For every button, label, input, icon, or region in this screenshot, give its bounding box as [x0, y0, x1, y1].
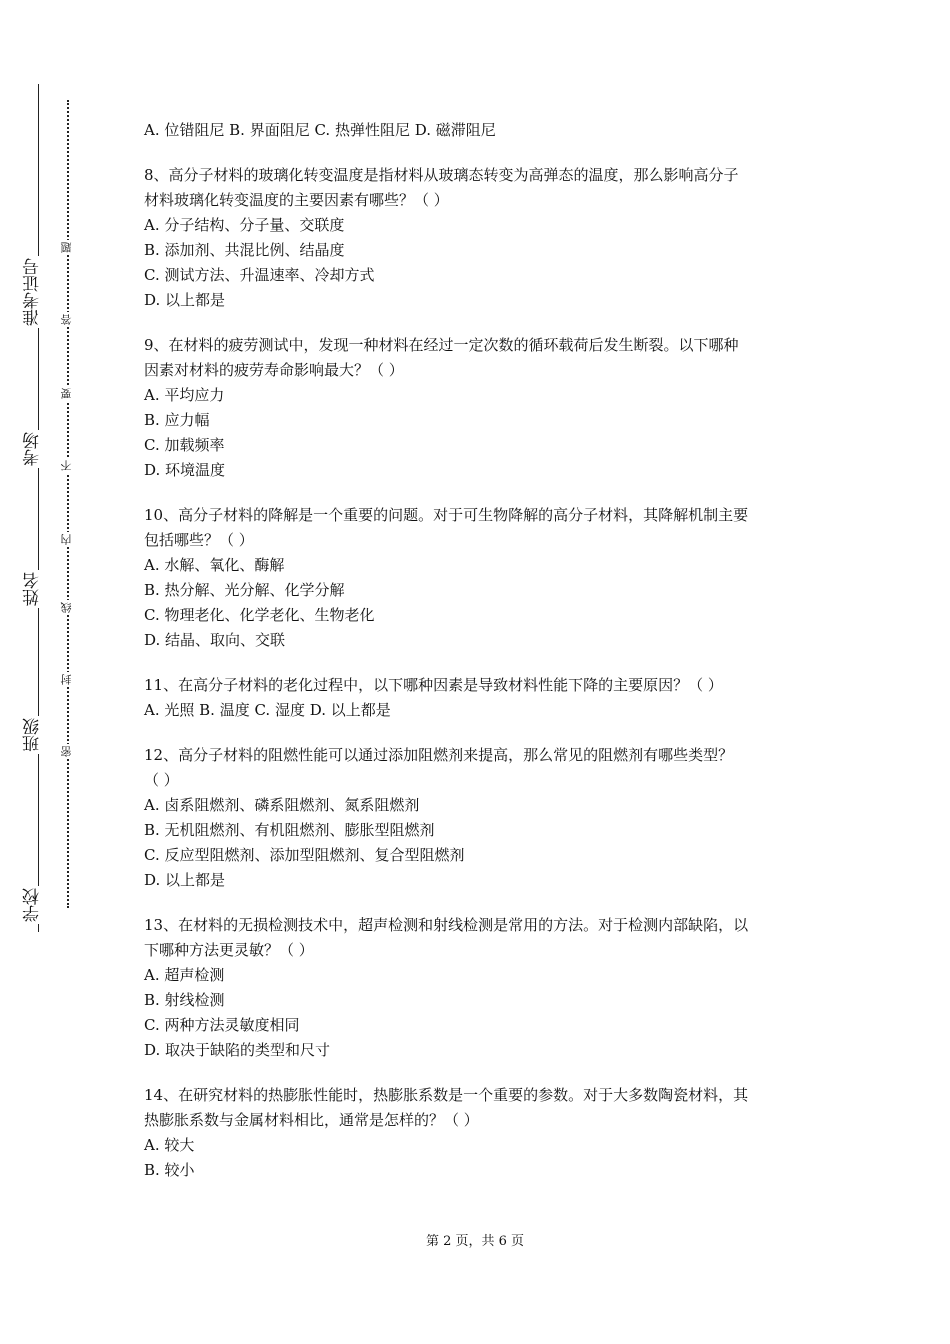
question-stem: 11、在高分子材料的老化过程中，以下哪种因素是导致材料性能下降的主要原因？（ ） [144, 676, 723, 694]
seal-char: 密 [60, 746, 73, 757]
option: A. 分子结构、分子量、交联度 [144, 216, 345, 234]
exam-content [144, 118, 808, 1203]
question-9 [144, 333, 808, 483]
question-stem: 14、在研究材料的热膨胀性能时，热膨胀系数是一个重要的参数。对于大多数陶瓷材料，其 [144, 1086, 749, 1104]
options-line: A. 位错阻尼 B. 界面阻尼 C. 热弹性阻尼 D. 磁滞阻尼 [144, 121, 496, 139]
option: A. 光照 B. 温度 C. 湿度 D. 以上都是 [144, 701, 391, 719]
question-11 [144, 673, 808, 723]
question-stem: 8、高分子材料的玻璃化转变温度是指材料从玻璃态转变为高弹态的温度，那么影响高分子 [144, 166, 739, 184]
label-school: 学校 [23, 888, 43, 922]
label-exam-room: 考场 [23, 432, 43, 466]
option: C. 测试方法、升温速率、冷却方式 [144, 266, 375, 284]
option: C. 物理老化、化学老化、生物老化 [144, 606, 375, 624]
label-exam-number: 准考证号 [23, 258, 43, 326]
question-stem: 热膨胀系数与金属材料相比，通常是怎样的？（ ） [144, 1111, 479, 1129]
question-7-options [144, 118, 808, 143]
question-stem: 因素对材料的疲劳寿命影响最大？（ ） [144, 361, 404, 379]
option: D. 结晶、取向、交联 [144, 631, 286, 649]
question-stem: 下哪种方法更灵敏？（ ） [144, 941, 314, 959]
option: D. 取决于缺陷的类型和尺寸 [144, 1041, 331, 1059]
label-class: 班级 [23, 718, 43, 752]
option: A. 水解、氧化、酶解 [144, 556, 285, 574]
option: A. 较大 [144, 1136, 195, 1154]
option: B. 无机阻燃剂、有机阻燃剂、膨胀型阻燃剂 [144, 821, 435, 839]
option: D. 以上都是 [144, 871, 226, 889]
option: C. 两种方法灵敏度相同 [144, 1016, 300, 1034]
seal-char: 答 [60, 314, 73, 325]
question-stem: 12、高分子材料的阻燃性能可以通过添加阻燃剂来提高，那么常见的阻燃剂有哪些类型？ [144, 746, 734, 764]
option: B. 射线检测 [144, 991, 225, 1009]
binding-dotted-line [67, 100, 69, 908]
seal-char: 要 [60, 388, 73, 399]
question-stem: 10、高分子材料的降解是一个重要的问题。对于可生物降解的高分子材料，其降解机制主要 [144, 506, 749, 524]
page-number: 第 2 页，共 6 页 [425, 1234, 525, 1249]
option: B. 热分解、光分解、化学分解 [144, 581, 345, 599]
option: C. 反应型阻燃剂、添加型阻燃剂、复合型阻燃剂 [144, 846, 465, 864]
question-stem: 包括哪些？（ ） [144, 531, 254, 549]
option: A. 平均应力 [144, 386, 225, 404]
question-10 [144, 503, 808, 653]
question-stem: 13、在材料的无损检测技术中，超声检测和射线检测是常用的方法。对于检测内部缺陷，以 [144, 916, 749, 934]
question-14 [144, 1083, 808, 1183]
option: D. 以上都是 [144, 291, 226, 309]
option: A. 卤系阻燃剂、磷系阻燃剂、氮系阻燃剂 [144, 796, 420, 814]
label-name: 姓名 [23, 572, 43, 606]
question-13 [144, 913, 808, 1063]
seal-char: 题 [60, 242, 73, 253]
option: C. 加载频率 [144, 436, 225, 454]
question-8 [144, 163, 808, 313]
seal-char: 不 [60, 460, 73, 471]
option: A. 超声检测 [144, 966, 225, 984]
question-stem: 9、在材料的疲劳测试中，发现一种材料在经过一定次数的循环载荷后发生断裂。以下哪种 [144, 336, 739, 354]
option: B. 应力幅 [144, 411, 210, 429]
option: B. 较小 [144, 1161, 195, 1179]
question-stem: 材料玻璃化转变温度的主要因素有哪些？（ ） [144, 191, 449, 209]
seal-char: 封 [60, 674, 73, 685]
question-12 [144, 743, 808, 893]
binding-solid-line [38, 84, 39, 932]
seal-char: 线 [60, 602, 73, 613]
option: B. 添加剂、共混比例、结晶度 [144, 241, 345, 259]
seal-char: 内 [60, 534, 73, 545]
question-stem: （ ） [144, 771, 179, 789]
option: D. 环境温度 [144, 461, 226, 479]
